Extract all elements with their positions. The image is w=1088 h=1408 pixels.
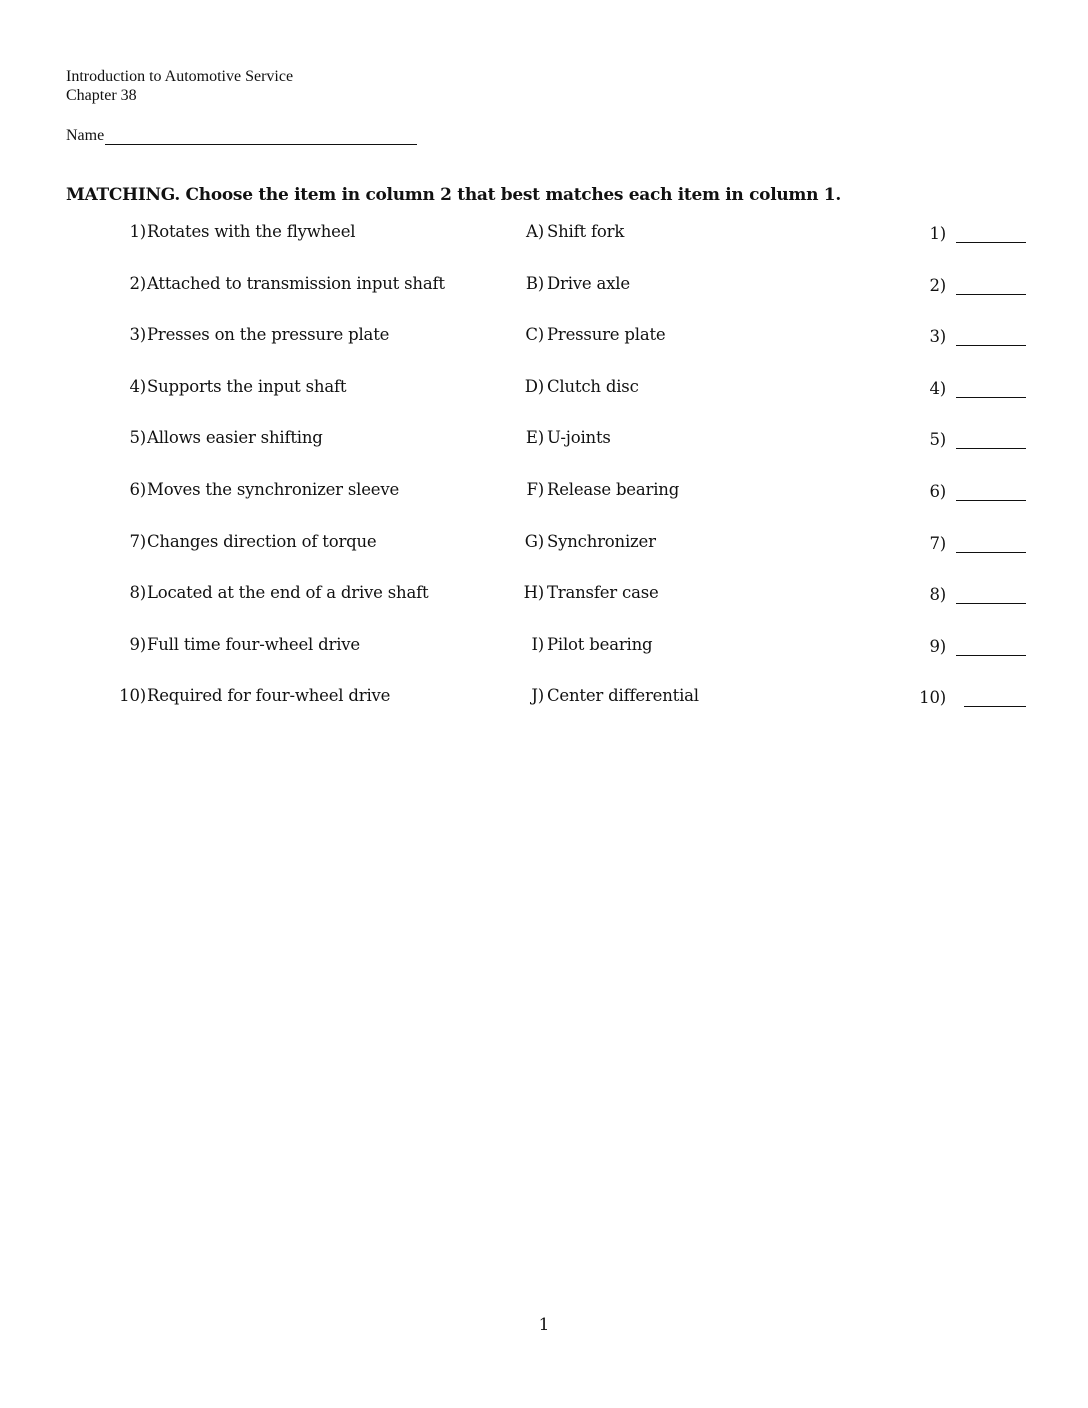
answer-blank[interactable] (956, 222, 1026, 243)
column1-item (118, 377, 346, 396)
answer-number: 4) (929, 378, 946, 398)
answer-number: 5) (929, 430, 946, 450)
matching-rows (0, 222, 1088, 738)
answer-slot (910, 480, 1026, 501)
item-number: 2) (129, 273, 146, 293)
column1-item (118, 480, 399, 499)
item-number: 9) (129, 634, 146, 654)
column1-item (118, 325, 389, 344)
option-text: Drive axle (547, 273, 630, 293)
answer-blank[interactable] (956, 325, 1026, 346)
matching-row (0, 274, 1088, 326)
item-text: Moves the synchronizer sleeve (147, 479, 400, 499)
column2-option (508, 274, 630, 293)
matching-row (0, 532, 1088, 584)
column1-item (118, 686, 390, 705)
item-text: Located at the end of a drive shaft (147, 583, 429, 603)
column2-option (508, 583, 659, 602)
answer-blank[interactable] (956, 532, 1026, 553)
option-letter: I) (531, 634, 544, 654)
option-text: Center differential (547, 686, 699, 706)
matching-row (0, 377, 1088, 429)
option-text: Pilot bearing (547, 634, 653, 654)
item-number: 5) (129, 428, 146, 448)
matching-row (0, 428, 1088, 480)
option-text: Release bearing (547, 479, 680, 499)
option-text: Pressure plate (547, 325, 666, 345)
option-text: Transfer case (547, 583, 659, 603)
matching-row (0, 222, 1088, 274)
option-text: Shift fork (547, 222, 625, 241)
option-letter: F) (526, 479, 544, 499)
item-text: Required for four-wheel drive (147, 686, 391, 706)
document-header (66, 67, 293, 105)
option-letter: G) (524, 531, 544, 551)
column2-option (508, 532, 656, 551)
name-field-row (66, 126, 417, 145)
matching-row (0, 686, 1088, 738)
item-text: Presses on the pressure plate (147, 325, 390, 345)
answer-slot (910, 532, 1026, 553)
column1-item (118, 428, 323, 447)
item-number: 1) (129, 222, 146, 241)
answer-blank[interactable] (956, 377, 1026, 398)
answer-slot (910, 635, 1026, 656)
answer-slot (910, 583, 1026, 604)
column1-item (118, 583, 428, 602)
option-letter: E) (525, 428, 544, 448)
matching-row (0, 480, 1088, 532)
column2-option (508, 635, 652, 654)
item-number: 10) (119, 686, 146, 706)
answer-number: 10) (919, 688, 946, 708)
item-number: 6) (129, 479, 146, 499)
item-number: 8) (129, 583, 146, 603)
matching-instructions: MATCHING. Choose the item in column 2 that best matches each item in column 1. (66, 185, 841, 205)
option-letter: J) (531, 686, 544, 706)
column2-option (508, 377, 639, 396)
option-text: Synchronizer (547, 531, 656, 551)
answer-number: 2) (929, 275, 946, 295)
matching-row (0, 583, 1088, 635)
name-label: Name (66, 127, 105, 144)
item-number: 3) (129, 325, 146, 345)
item-text: Allows easier shifting (147, 428, 323, 448)
answer-slot (910, 222, 1026, 243)
answer-slot (910, 274, 1026, 295)
answer-slot (910, 686, 1026, 707)
page-number: 1 (538, 1315, 550, 1335)
answer-number: 7) (929, 533, 946, 553)
answer-number: 6) (929, 481, 946, 501)
answer-number: 8) (929, 585, 946, 605)
option-letter: H) (523, 583, 544, 603)
option-letter: B) (525, 273, 544, 293)
column2-option (508, 428, 611, 447)
column2-option (508, 222, 624, 241)
chapter-label: Chapter 38 (66, 87, 137, 104)
column1-item (118, 274, 445, 293)
item-number: 4) (129, 376, 146, 396)
option-text: U-joints (547, 428, 611, 448)
option-letter: A) (526, 222, 544, 241)
item-number: 7) (129, 531, 146, 551)
option-letter: C) (525, 325, 544, 345)
column2-option (508, 480, 679, 499)
answer-blank[interactable] (956, 480, 1026, 501)
column1-item (118, 222, 355, 241)
column1-item (118, 635, 360, 654)
item-text: Rotates with the flywheel (147, 222, 356, 241)
name-blank-line[interactable] (105, 126, 417, 145)
answer-blank[interactable] (964, 686, 1026, 707)
answer-slot (910, 428, 1026, 449)
answer-blank[interactable] (956, 274, 1026, 295)
answer-number: 9) (929, 636, 946, 656)
matching-row (0, 635, 1088, 687)
item-text: Supports the input shaft (147, 376, 347, 396)
column1-item (118, 532, 377, 551)
option-text: Clutch disc (547, 376, 639, 396)
item-text: Attached to transmission input shaft (147, 273, 445, 293)
item-text: Changes direction of torque (147, 531, 377, 551)
answer-blank[interactable] (956, 428, 1026, 449)
matching-row (0, 325, 1088, 377)
column2-option (508, 686, 699, 705)
column2-option (508, 325, 666, 344)
answer-blank[interactable] (956, 635, 1026, 656)
answer-blank[interactable] (956, 583, 1026, 604)
option-letter: D) (524, 376, 544, 396)
answer-slot (910, 325, 1026, 346)
course-title: Introduction to Automotive Service (66, 68, 294, 85)
item-text: Full time four-wheel drive (147, 634, 360, 654)
answer-number: 3) (929, 327, 946, 347)
answer-slot (910, 377, 1026, 398)
answer-number: 1) (929, 224, 946, 243)
